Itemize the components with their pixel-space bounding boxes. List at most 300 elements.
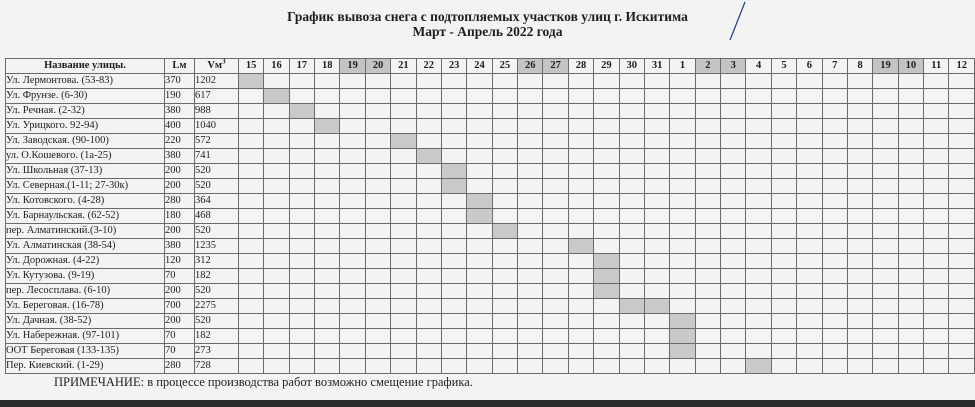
day-cell (695, 164, 720, 179)
scheduled-day-cell (467, 194, 492, 209)
day-cell (847, 329, 872, 344)
day-cell (898, 359, 923, 374)
day-cell (594, 74, 619, 89)
scheduled-day-cell (492, 224, 517, 239)
day-cell (695, 344, 720, 359)
day-cell (771, 164, 796, 179)
day-cell (315, 224, 340, 239)
day-cell (315, 359, 340, 374)
day-cell (340, 194, 365, 209)
volume-cell: 520 (194, 179, 238, 194)
day-cell (289, 119, 314, 134)
day-cell (340, 284, 365, 299)
scheduled-day-cell (289, 104, 314, 119)
day-cell (670, 254, 695, 269)
day-cell (441, 209, 466, 224)
day-cell (721, 239, 746, 254)
header-volume: $Vм^3$ (194, 59, 238, 74)
day-cell (644, 344, 669, 359)
day-cell (391, 239, 416, 254)
header-day: 12 (949, 59, 975, 74)
scheduled-day-cell (594, 269, 619, 284)
scheduled-day-cell (238, 74, 263, 89)
volume-cell: 312 (194, 254, 238, 269)
day-cell (898, 89, 923, 104)
day-cell (644, 284, 669, 299)
header-day: 27 (543, 59, 568, 74)
day-cell (568, 104, 593, 119)
day-cell (873, 119, 898, 134)
day-cell (340, 149, 365, 164)
day-cell (670, 89, 695, 104)
day-cell (924, 299, 949, 314)
street-name-cell: пер. Лесосплава. (6-10) (6, 284, 165, 299)
day-cell (822, 359, 847, 374)
day-cell (492, 239, 517, 254)
scheduled-day-cell (416, 149, 441, 164)
header-day: 7 (822, 59, 847, 74)
day-cell (619, 284, 644, 299)
volume-cell: 572 (194, 134, 238, 149)
day-cell (467, 224, 492, 239)
day-cell (797, 284, 822, 299)
volume-cell: 182 (194, 329, 238, 344)
day-cell (873, 329, 898, 344)
day-cell (543, 74, 568, 89)
day-cell (949, 269, 975, 284)
day-cell (822, 269, 847, 284)
day-cell (771, 329, 796, 344)
day-cell (924, 269, 949, 284)
day-cell (898, 194, 923, 209)
table-row (6, 104, 975, 119)
day-cell (822, 194, 847, 209)
table-row (6, 134, 975, 149)
day-cell (315, 254, 340, 269)
day-cell (949, 209, 975, 224)
length-cell: 70 (164, 344, 194, 359)
header-day: 4 (746, 59, 771, 74)
day-cell (543, 209, 568, 224)
day-cell (898, 74, 923, 89)
day-cell (543, 119, 568, 134)
volume-cell: 468 (194, 209, 238, 224)
day-cell (949, 254, 975, 269)
day-cell (340, 89, 365, 104)
day-cell (492, 359, 517, 374)
day-cell (898, 119, 923, 134)
header-day: 18 (315, 59, 340, 74)
day-cell (365, 164, 390, 179)
day-cell (619, 134, 644, 149)
day-cell (721, 299, 746, 314)
street-name-cell: Ул. Лермонтова. (53-83) (6, 74, 165, 89)
day-cell (238, 344, 263, 359)
street-name-cell: Ул. Северная.(1-11; 27-30к) (6, 179, 165, 194)
day-cell (695, 74, 720, 89)
day-cell (543, 149, 568, 164)
day-cell (543, 344, 568, 359)
header-street-name: Название улицы. (6, 59, 165, 74)
day-cell (619, 164, 644, 179)
day-cell (492, 89, 517, 104)
day-cell (543, 224, 568, 239)
day-cell (670, 239, 695, 254)
day-cell (416, 299, 441, 314)
scheduled-day-cell (594, 284, 619, 299)
header-day: 25 (492, 59, 517, 74)
day-cell (467, 329, 492, 344)
day-cell (518, 134, 543, 149)
length-cell: 370 (164, 74, 194, 89)
day-cell (721, 329, 746, 344)
day-cell (644, 314, 669, 329)
day-cell (416, 134, 441, 149)
day-cell (568, 119, 593, 134)
day-cell (467, 89, 492, 104)
day-cell (873, 134, 898, 149)
street-name-cell: Пер. Киевский. (1-29) (6, 359, 165, 374)
day-cell (238, 209, 263, 224)
day-cell (822, 314, 847, 329)
volume-cell: 988 (194, 104, 238, 119)
day-cell (264, 299, 289, 314)
volume-cell: 182 (194, 269, 238, 284)
day-cell (568, 284, 593, 299)
street-name-cell: Ул. Котовского. (4-28) (6, 194, 165, 209)
day-cell (568, 179, 593, 194)
day-cell (289, 359, 314, 374)
day-cell (238, 89, 263, 104)
day-cell (847, 194, 872, 209)
day-cell (543, 284, 568, 299)
day-cell (238, 224, 263, 239)
day-cell (898, 149, 923, 164)
day-cell (467, 239, 492, 254)
day-cell (568, 74, 593, 89)
header-day: 19 (873, 59, 898, 74)
day-cell (416, 119, 441, 134)
day-cell (518, 164, 543, 179)
day-cell (518, 329, 543, 344)
day-cell (721, 119, 746, 134)
day-cell (771, 269, 796, 284)
day-cell (847, 284, 872, 299)
day-cell (924, 254, 949, 269)
day-cell (391, 254, 416, 269)
day-cell (568, 359, 593, 374)
day-cell (391, 74, 416, 89)
header-day: 20 (365, 59, 390, 74)
day-cell (441, 104, 466, 119)
day-cell (797, 239, 822, 254)
day-cell (594, 89, 619, 104)
day-cell (847, 239, 872, 254)
day-cell (340, 314, 365, 329)
day-cell (721, 359, 746, 374)
day-cell (771, 104, 796, 119)
day-cell (568, 314, 593, 329)
day-cell (847, 164, 872, 179)
day-cell (949, 224, 975, 239)
day-cell (441, 149, 466, 164)
day-cell (391, 359, 416, 374)
length-cell: 70 (164, 269, 194, 284)
day-cell (746, 194, 771, 209)
day-cell (543, 299, 568, 314)
day-cell (924, 119, 949, 134)
table-row (6, 89, 975, 104)
day-cell (898, 344, 923, 359)
day-cell (949, 134, 975, 149)
day-cell (695, 209, 720, 224)
day-cell (746, 164, 771, 179)
day-cell (264, 284, 289, 299)
day-cell (289, 344, 314, 359)
day-cell (492, 134, 517, 149)
day-cell (391, 164, 416, 179)
day-cell (873, 254, 898, 269)
day-cell (797, 314, 822, 329)
day-cell (619, 224, 644, 239)
day-cell (594, 179, 619, 194)
day-cell (619, 179, 644, 194)
day-cell (264, 74, 289, 89)
length-cell: 400 (164, 119, 194, 134)
day-cell (822, 74, 847, 89)
day-cell (924, 134, 949, 149)
day-cell (391, 314, 416, 329)
day-cell (949, 329, 975, 344)
day-cell (518, 359, 543, 374)
day-cell (721, 74, 746, 89)
day-cell (391, 149, 416, 164)
day-cell (543, 104, 568, 119)
volume-cell: 741 (194, 149, 238, 164)
volume-cell: 2275 (194, 299, 238, 314)
day-cell (924, 164, 949, 179)
street-name-cell: ул. О.Кошевого. (1а-25) (6, 149, 165, 164)
volume-cell: 617 (194, 89, 238, 104)
day-cell (619, 254, 644, 269)
day-cell (518, 269, 543, 284)
day-cell (594, 344, 619, 359)
day-cell (568, 209, 593, 224)
day-cell (898, 164, 923, 179)
day-cell (365, 269, 390, 284)
header-day: 15 (238, 59, 263, 74)
header-day: 8 (847, 59, 872, 74)
volume-cell: 520 (194, 314, 238, 329)
table-row (6, 74, 975, 89)
day-cell (924, 239, 949, 254)
day-cell (619, 119, 644, 134)
day-cell (619, 149, 644, 164)
day-cell (670, 179, 695, 194)
day-cell (847, 344, 872, 359)
day-cell (441, 269, 466, 284)
day-cell (518, 284, 543, 299)
day-cell (391, 299, 416, 314)
day-cell (771, 224, 796, 239)
day-cell (391, 284, 416, 299)
day-cell (467, 254, 492, 269)
day-cell (924, 149, 949, 164)
day-cell (467, 134, 492, 149)
day-cell (898, 224, 923, 239)
day-cell (467, 164, 492, 179)
day-cell (746, 284, 771, 299)
day-cell (441, 284, 466, 299)
scheduled-day-cell (315, 119, 340, 134)
day-cell (949, 194, 975, 209)
day-cell (416, 104, 441, 119)
day-cell (670, 164, 695, 179)
day-cell (594, 149, 619, 164)
day-cell (847, 74, 872, 89)
day-cell (822, 329, 847, 344)
day-cell (416, 314, 441, 329)
day-cell (365, 149, 390, 164)
day-cell (797, 224, 822, 239)
day-cell (898, 209, 923, 224)
day-cell (746, 299, 771, 314)
day-cell (568, 164, 593, 179)
day-cell (695, 239, 720, 254)
day-cell (771, 134, 796, 149)
day-cell (619, 104, 644, 119)
day-cell (568, 149, 593, 164)
day-cell (721, 224, 746, 239)
length-cell: 200 (164, 314, 194, 329)
day-cell (467, 269, 492, 284)
day-cell (365, 89, 390, 104)
day-cell (873, 209, 898, 224)
day-cell (365, 104, 390, 119)
day-cell (644, 359, 669, 374)
table-row (6, 119, 975, 134)
day-cell (264, 329, 289, 344)
day-cell (340, 224, 365, 239)
header-day: 22 (416, 59, 441, 74)
day-cell (822, 224, 847, 239)
day-cell (746, 149, 771, 164)
day-cell (797, 329, 822, 344)
volume-cell: 520 (194, 224, 238, 239)
day-cell (695, 269, 720, 284)
day-cell (568, 224, 593, 239)
scheduled-day-cell (594, 254, 619, 269)
day-cell (644, 164, 669, 179)
day-cell (238, 104, 263, 119)
day-cell (416, 194, 441, 209)
day-cell (847, 314, 872, 329)
day-cell (873, 89, 898, 104)
day-cell (492, 179, 517, 194)
header-day: 23 (441, 59, 466, 74)
day-cell (695, 329, 720, 344)
day-cell (568, 299, 593, 314)
day-cell (721, 149, 746, 164)
day-cell (797, 134, 822, 149)
day-cell (721, 164, 746, 179)
day-cell (644, 179, 669, 194)
day-cell (644, 104, 669, 119)
day-cell (568, 329, 593, 344)
day-cell (264, 224, 289, 239)
day-cell (670, 284, 695, 299)
day-cell (315, 179, 340, 194)
day-cell (822, 104, 847, 119)
day-cell (391, 209, 416, 224)
day-cell (467, 179, 492, 194)
street-name-cell: Ул. Алматинская (38-54) (6, 239, 165, 254)
day-cell (340, 329, 365, 344)
day-cell (949, 314, 975, 329)
day-cell (847, 134, 872, 149)
day-cell (289, 179, 314, 194)
scheduled-day-cell (746, 359, 771, 374)
day-cell (746, 269, 771, 284)
day-cell (264, 119, 289, 134)
day-cell (264, 239, 289, 254)
day-cell (264, 134, 289, 149)
day-cell (315, 89, 340, 104)
day-cell (492, 209, 517, 224)
day-cell (416, 239, 441, 254)
length-cell: 180 (164, 209, 194, 224)
day-cell (721, 104, 746, 119)
day-cell (568, 269, 593, 284)
scheduled-day-cell (264, 89, 289, 104)
day-cell (771, 239, 796, 254)
day-cell (670, 269, 695, 284)
day-cell (518, 179, 543, 194)
scheduled-day-cell (619, 299, 644, 314)
day-cell (771, 254, 796, 269)
day-cell (771, 284, 796, 299)
day-cell (797, 104, 822, 119)
scheduled-day-cell (467, 209, 492, 224)
scheduled-day-cell (670, 329, 695, 344)
day-cell (315, 329, 340, 344)
day-cell (746, 104, 771, 119)
day-cell (594, 359, 619, 374)
day-cell (467, 284, 492, 299)
day-cell (619, 74, 644, 89)
day-cell (315, 164, 340, 179)
day-cell (441, 329, 466, 344)
day-cell (873, 224, 898, 239)
day-cell (518, 209, 543, 224)
day-cell (492, 194, 517, 209)
day-cell (822, 344, 847, 359)
day-cell (518, 104, 543, 119)
table-row (6, 239, 975, 254)
day-cell (289, 314, 314, 329)
day-cell (594, 329, 619, 344)
day-cell (568, 89, 593, 104)
day-cell (594, 299, 619, 314)
day-cell (873, 104, 898, 119)
day-cell (391, 344, 416, 359)
day-cell (797, 179, 822, 194)
day-cell (670, 119, 695, 134)
day-cell (315, 149, 340, 164)
day-cell (492, 299, 517, 314)
volume-cell: 520 (194, 284, 238, 299)
day-cell (492, 254, 517, 269)
